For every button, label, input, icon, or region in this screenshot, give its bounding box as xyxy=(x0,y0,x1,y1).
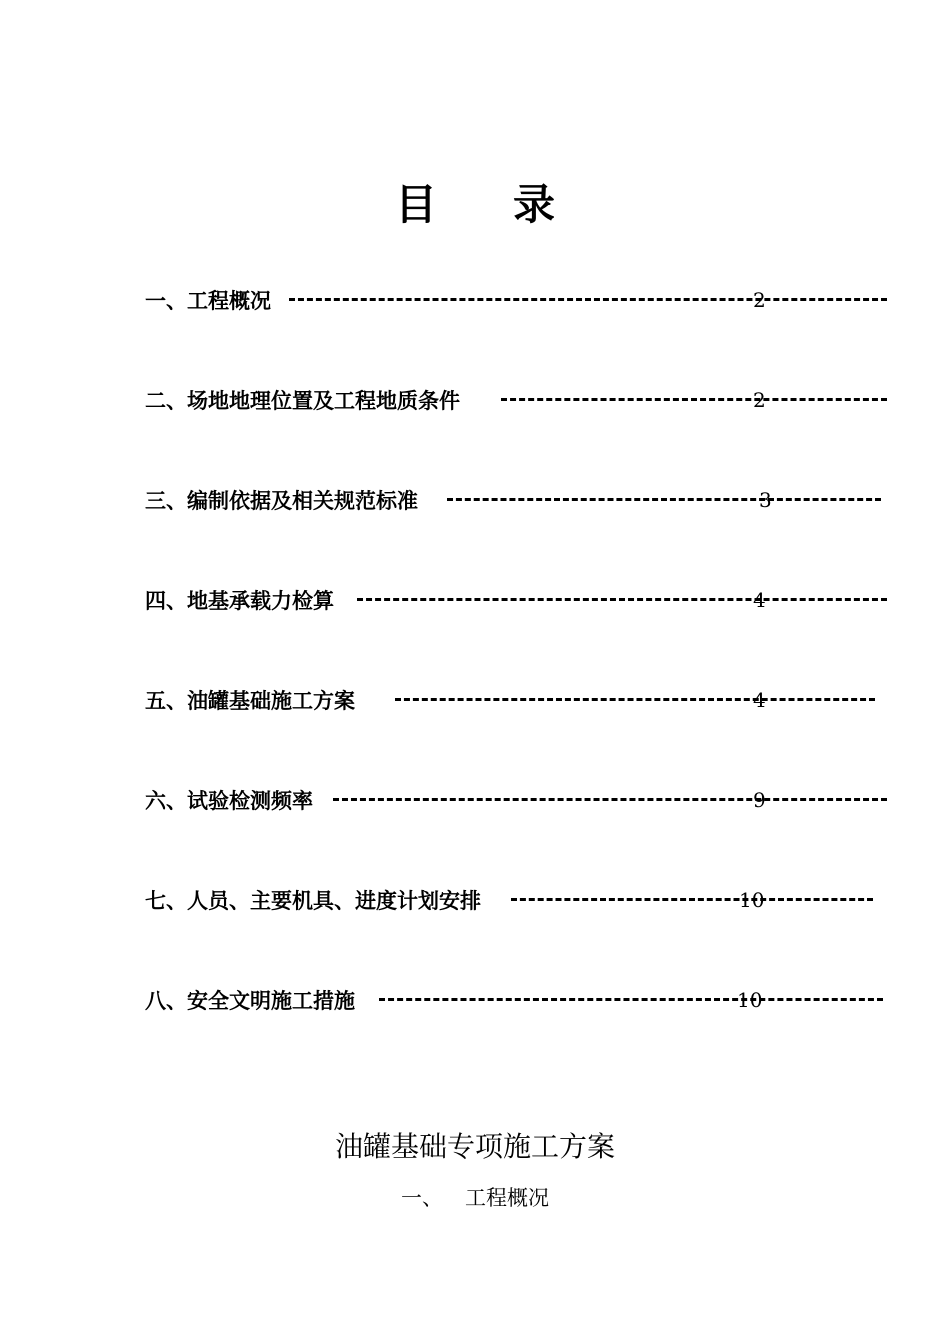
toc-entry-5[interactable] xyxy=(145,683,766,717)
toc-leader xyxy=(395,698,875,701)
toc-entry-2[interactable] xyxy=(145,383,766,417)
toc-entry-page: 4 xyxy=(753,588,766,612)
toc-entry-label: 六、试验检测频率 xyxy=(145,789,313,813)
toc-entry-1[interactable] xyxy=(145,283,766,317)
toc-entry-3[interactable] xyxy=(145,483,772,517)
toc-entry-page: 4 xyxy=(753,688,766,712)
toc-entry-4[interactable] xyxy=(145,583,766,617)
toc-entry-label: 四、地基承载力检算 xyxy=(145,589,334,613)
toc-leader xyxy=(357,598,887,601)
toc-entry-label: 一、工程概况 xyxy=(145,289,271,313)
toc-entry-page: 10 xyxy=(739,888,765,912)
document-heading: 油罐基础专项施工方案 xyxy=(334,1130,615,1163)
toc-leader xyxy=(289,298,887,301)
toc-entry-page: 2 xyxy=(753,288,766,312)
toc-leader xyxy=(501,398,887,401)
toc-title-part2: 录 xyxy=(513,180,556,229)
toc-leader xyxy=(511,898,873,901)
toc-title xyxy=(0,172,950,232)
toc-entry-page: 3 xyxy=(759,488,772,512)
section-title: 工程概况 xyxy=(465,1186,549,1210)
toc-entry-page: 2 xyxy=(753,388,766,412)
toc-leader xyxy=(447,498,881,501)
toc-entry-page: 10 xyxy=(737,988,763,1012)
section-number: 一、 xyxy=(401,1186,443,1210)
toc-entry-6[interactable] xyxy=(145,783,766,817)
toc-entry-label: 八、安全文明施工措施 xyxy=(145,989,355,1013)
toc-entry-label: 三、编制依据及相关规范标准 xyxy=(145,489,418,513)
toc-entry-8[interactable] xyxy=(145,983,763,1017)
section-heading xyxy=(0,1182,950,1212)
toc-leader xyxy=(333,798,887,801)
toc-entry-label: 七、人员、主要机具、进度计划安排 xyxy=(145,889,481,913)
toc-title-part1: 目 xyxy=(394,180,437,229)
toc-entry-label: 五、油罐基础施工方案 xyxy=(145,689,355,713)
toc-entry-label: 二、场地地理位置及工程地质条件 xyxy=(145,389,460,413)
toc-entry-page: 9 xyxy=(753,788,766,812)
toc-leader xyxy=(379,998,883,1001)
toc-entry-7[interactable] xyxy=(145,883,765,917)
